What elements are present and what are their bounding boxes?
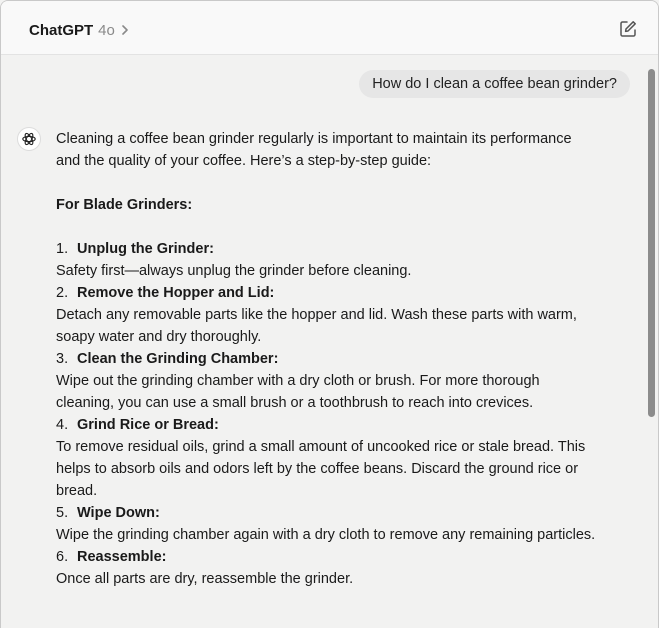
model-selector[interactable] xyxy=(29,20,130,40)
step-number: 3. xyxy=(56,351,69,367)
assistant-avatar xyxy=(17,127,41,151)
scrollbar[interactable] xyxy=(648,69,655,628)
list-item xyxy=(56,238,596,282)
list-item xyxy=(56,282,596,348)
step-title: Clean the Grinding Chamber: xyxy=(77,351,279,367)
step-number: 5. xyxy=(56,505,69,521)
app-name: ChatGPT xyxy=(29,21,94,39)
step-text: Wipe out the grinding chamber with a dry cloth or brush. For more thorough cleaning, you can use a small brush or a toothbrush to reach into crevices. xyxy=(56,373,540,411)
conversation-area xyxy=(1,55,658,628)
step-title: Remove the Hopper and Lid: xyxy=(77,285,275,301)
step-text: Safety first—always unplug the grinder before cleaning. xyxy=(56,263,412,279)
step-title: Grind Rice or Bread: xyxy=(77,417,219,433)
list-item xyxy=(56,414,596,502)
step-text: Once all parts are dry, reassemble the grinder. xyxy=(56,571,354,587)
step-text: To remove residual oils, grind a small amount of uncooked rice or stale bread. This helps to absorb oils and odors left by the coffee beans. Discard the ground rice or bread. xyxy=(56,439,586,499)
new-chat-compose-icon[interactable] xyxy=(618,19,638,39)
section-heading: For Blade Grinders: xyxy=(56,197,193,213)
list-item xyxy=(56,502,596,546)
step-text: Wipe the grinding chamber again with a dry cloth to remove any remaining particles. xyxy=(56,527,596,543)
step-title: Wipe Down: xyxy=(77,505,160,521)
step-number: 6. xyxy=(56,549,69,565)
step-number: 2. xyxy=(56,285,69,301)
step-title: Unplug the Grinder: xyxy=(77,241,214,257)
list-item xyxy=(56,348,596,414)
assistant-message xyxy=(56,128,596,590)
openai-logo-icon xyxy=(21,131,37,147)
chevron-right-icon xyxy=(120,24,130,36)
step-title: Reassemble: xyxy=(77,549,167,565)
step-text: Detach any removable parts like the hopper and lid. Wash these parts with warm, soapy water and dry thoroughly. xyxy=(56,307,577,345)
top-bar xyxy=(1,1,658,55)
model-version: 4o xyxy=(98,21,115,39)
step-number: 1. xyxy=(56,241,69,257)
answer-intro: Cleaning a coffee bean grinder regularly is important to maintain its performance and the quality of your coffee. Here’s a step-by-step guide: xyxy=(56,131,572,169)
scrollbar-thumb[interactable] xyxy=(648,69,655,417)
step-number: 4. xyxy=(56,417,69,433)
user-message: How do I clean a coffee bean grinder? xyxy=(359,70,630,98)
list-item xyxy=(56,546,596,590)
